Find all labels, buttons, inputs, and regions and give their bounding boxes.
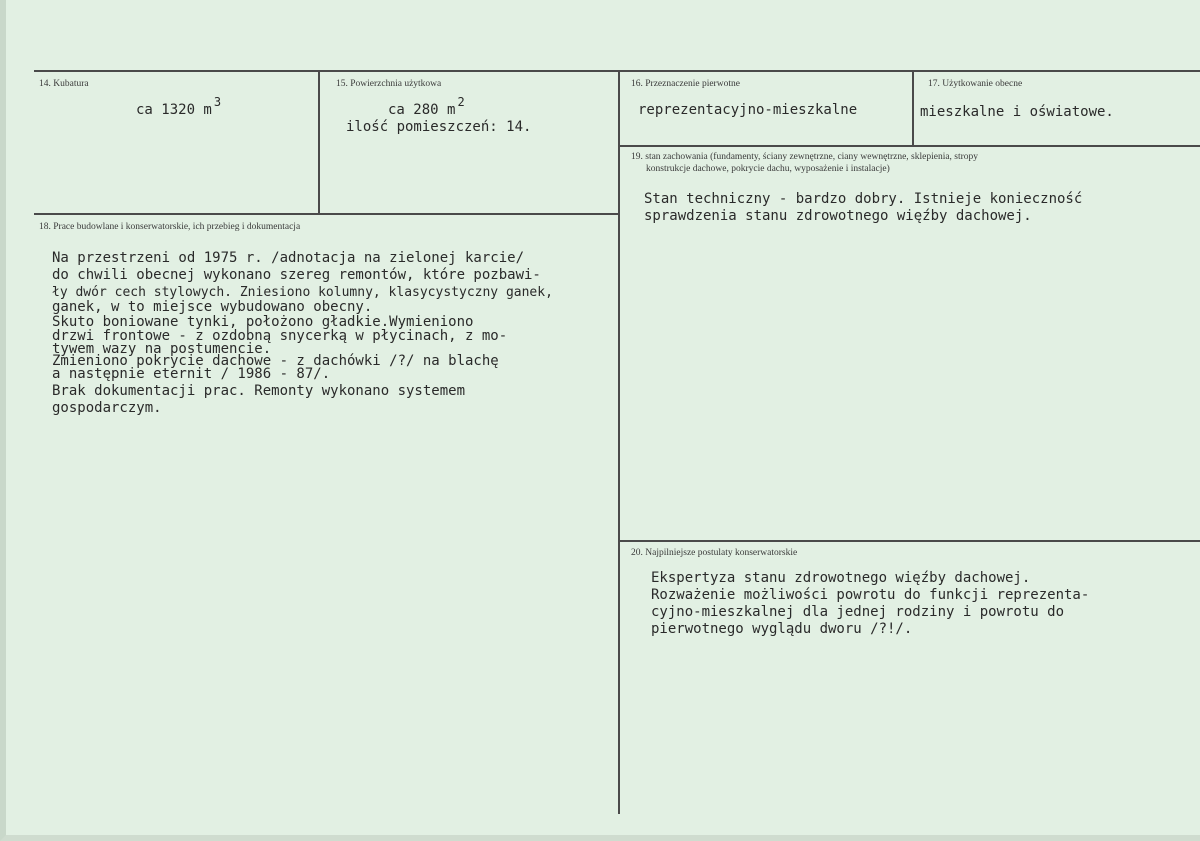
field-15-value-text: ca 280 m (388, 102, 456, 118)
field-15-value-sup: 2 (457, 95, 465, 109)
field-18-line-5: Skuto boniowane tynki, położono gładkie.Wymieniono (52, 314, 474, 330)
field-18-line-1: Na przestrzeni od 1975 r. /adnotacja na zielonej karcie/ (52, 250, 525, 266)
field-14-value-sup: 3 (213, 95, 222, 109)
field-18-line-6: drzwi frontowe - z ozdobną snycerką w płycinach, z mo- (52, 328, 508, 344)
field-18-label: 18. Prace budowlane i konserwatorskie, ich przebieg i dokumentacja (39, 222, 301, 232)
field-18-line-4: ganek, w to miejsce wybudowano obecny. (52, 299, 373, 315)
field-19-label-line1: 19. stan zachowania (fundamenty, ściany zewnętrzne, ciany wewnętrzne, sklepienia, stropy (631, 152, 979, 162)
field-18-line-11: gospodarczym. (52, 400, 162, 416)
mid-rule-right-bottom (618, 540, 1200, 542)
field-18-line-10: Brak dokumentacji prac. Remonty wykonano systemem (52, 383, 466, 399)
field-14-value (136, 95, 222, 119)
field-20-label: 20. Najpilniejsze postulaty konserwatorskie (631, 548, 798, 558)
field-19-label-line2: konstrukcje dachowe, pokrycie dachu, wyposażenie i instalacje) (646, 164, 890, 174)
field-18-line-8: Zmieniono pokrycie dachowe - z dachówki /?/ na blachę (52, 353, 499, 369)
mid-rule-right-top (618, 145, 1200, 147)
field-17-label: 17. Użytkowanie obecne (928, 79, 1023, 89)
field-18-line-3: ły dwór cech stylowych. Zniesiono kolumny, klasycystyczny ganek, (52, 285, 553, 300)
field-18-line-7: tywem wazy na postumencie. (52, 341, 272, 357)
field-20-line-2: Rozważenie możliwości powrotu do funkcji reprezenta- (651, 587, 1090, 603)
field-17-value: mieszkalne i oświatowe. (920, 104, 1114, 120)
field-20-line-1: Ekspertyza stanu zdrowotnego więźby dachowej. (651, 570, 1031, 586)
field-18-line-2: do chwili obecnej wykonano szereg remontów, które pozbawi- (52, 267, 541, 283)
divider-3 (912, 70, 914, 145)
field-19-line-1: Stan techniczny - bardzo dobry. Istnieje konieczność (644, 191, 1083, 207)
field-16-label: 16. Przeznaczenie pierwotne (631, 79, 740, 89)
field-20-line-3: cyjno-mieszkalnej dla jednej rodziny i powrotu do (651, 604, 1065, 620)
top-rule (34, 70, 1200, 72)
divider-1 (318, 70, 320, 213)
mid-rule-left (34, 213, 618, 215)
divider-2 (618, 70, 620, 814)
field-16-value: reprezentacyjno-mieszkalne (638, 102, 858, 118)
field-15-label: 15. Powierzchnia użytkowa (336, 79, 442, 89)
field-20-line-4: pierwotnego wyglądu dworu /?!/. (651, 621, 913, 637)
field-14-label: 14. Kubatura (39, 79, 89, 89)
field-14-value-text: ca 1320 m (136, 102, 212, 118)
field-19-line-2: sprawdzenia stanu zdrowotnego więźby dachowej. (644, 208, 1032, 224)
field-15-value (388, 95, 465, 119)
field-18-line-9: a następnie eternit / 1986 - 87/. (52, 366, 331, 382)
field-15-rooms: ilość pomieszczeń: 14. (346, 119, 532, 135)
